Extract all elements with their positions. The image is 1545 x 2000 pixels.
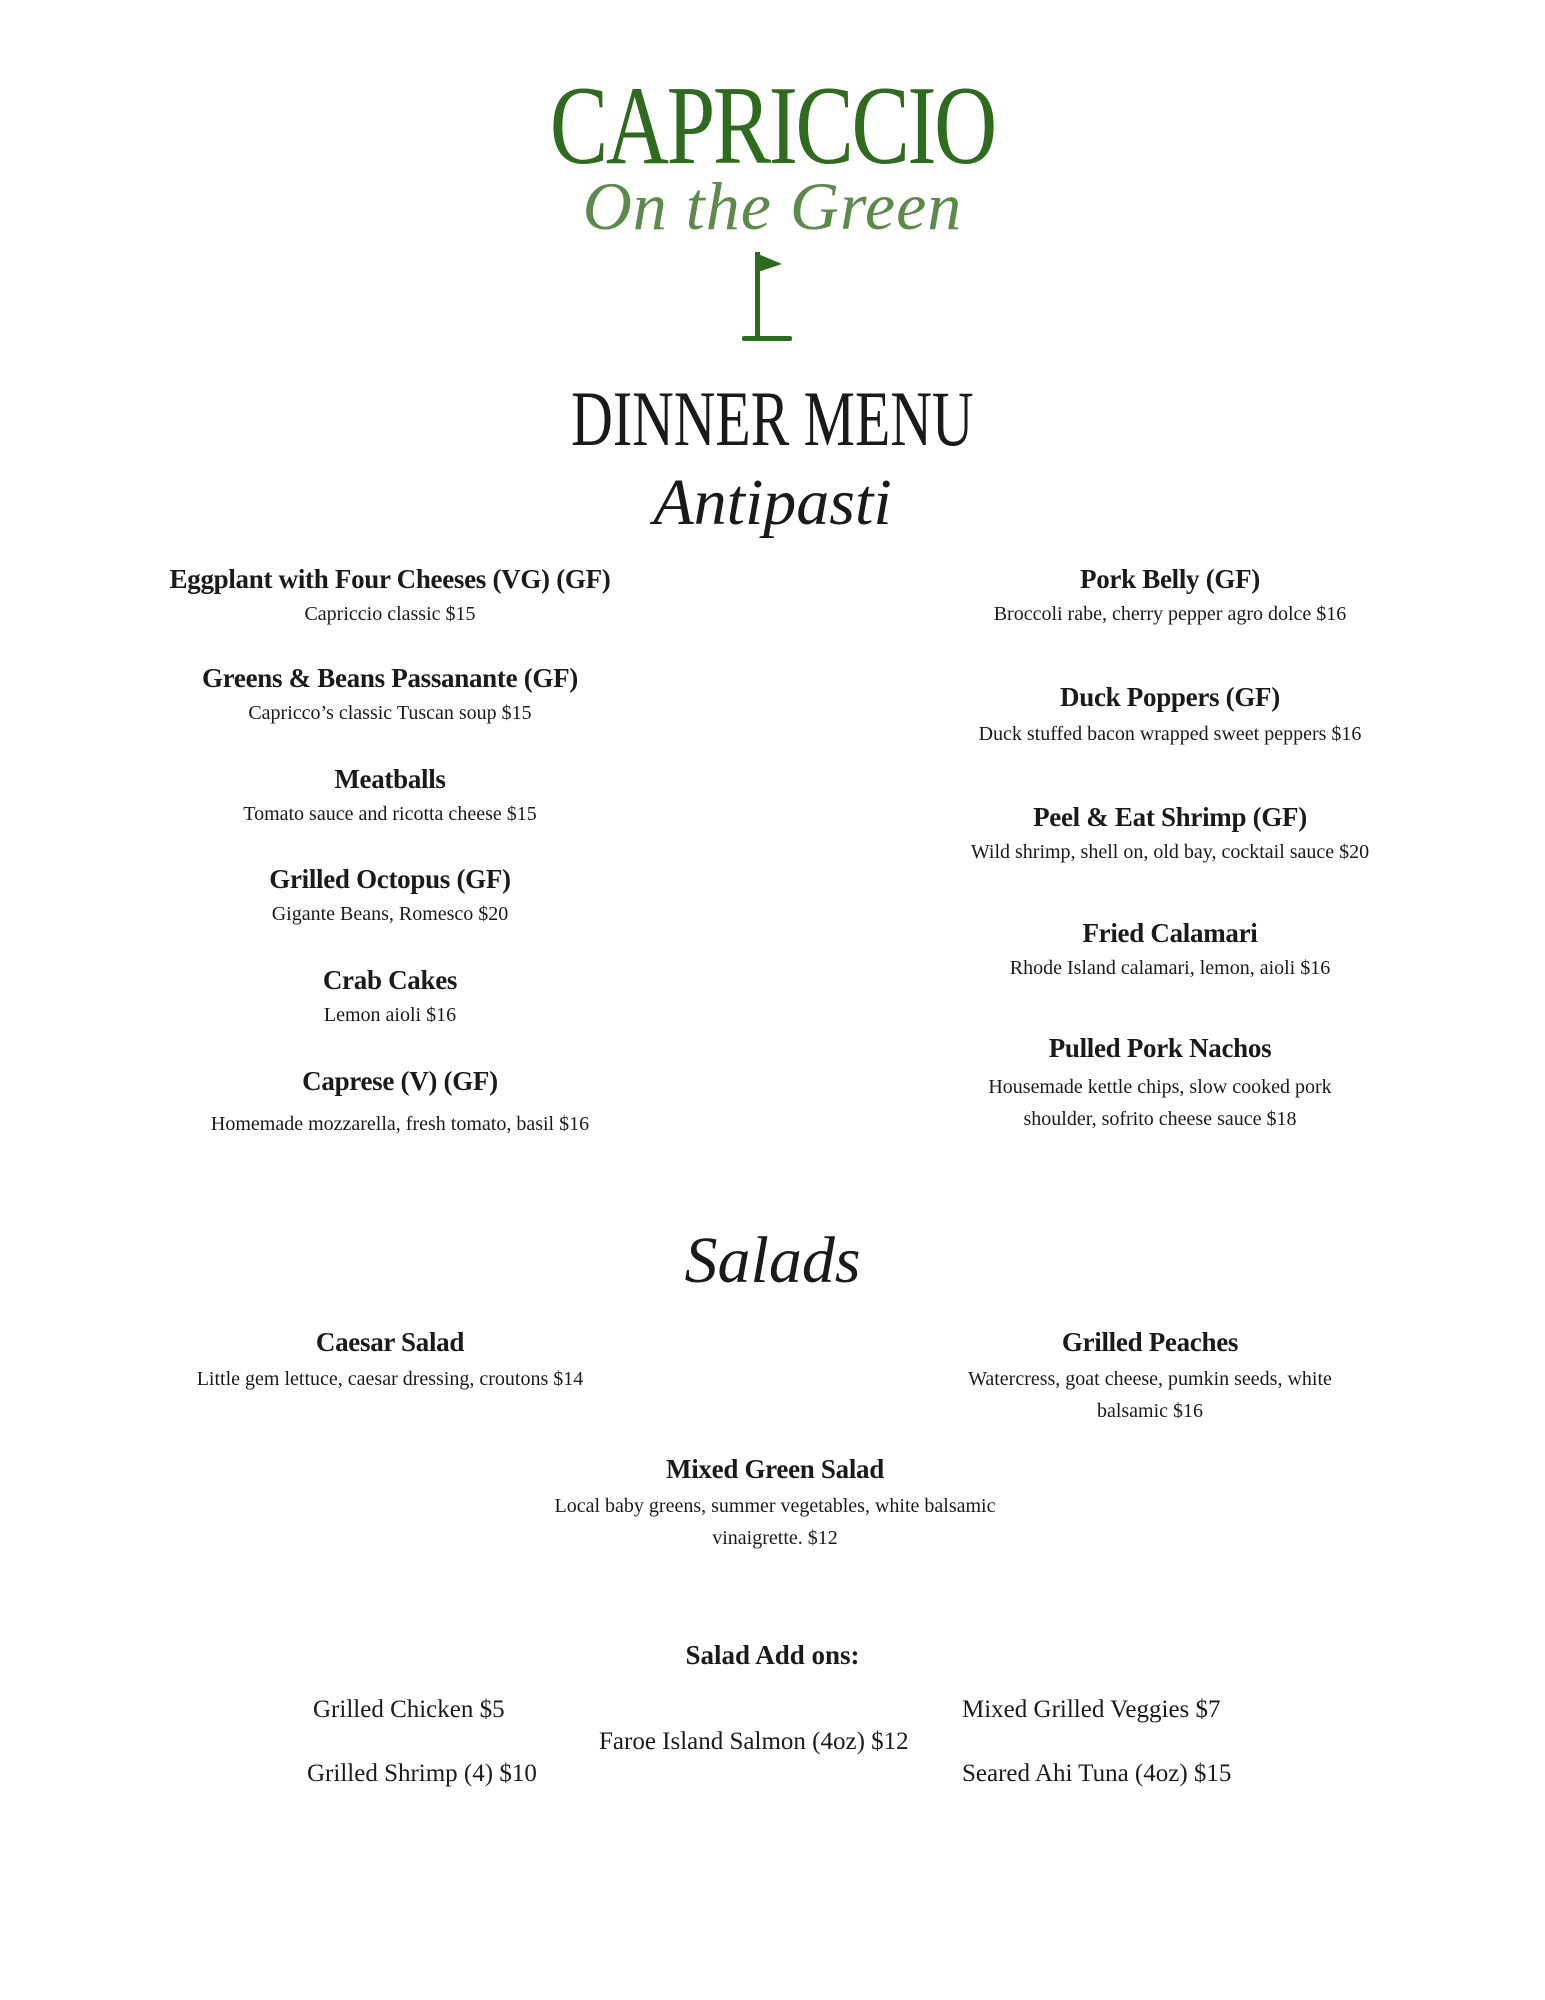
item-description: Local baby greens, summer vegetables, white balsamic vinaigrette. $12 (554, 1495, 996, 1549)
menu-item (150, 1325, 630, 1395)
item-description: Housemade kettle chips, slow cooked pork shoulder, sofrito cheese sauce $18 (988, 1076, 1332, 1130)
item-name: Grilled Peaches (1061, 1327, 1239, 1357)
menu-item (160, 661, 620, 729)
item-description: Broccoli rabe, cherry pepper agro dolce $16 (993, 603, 1347, 625)
menu-item (950, 1325, 1350, 1427)
menu-item (160, 963, 620, 1031)
item-name: Caesar Salad (315, 1327, 465, 1357)
menu-item (940, 680, 1400, 750)
menu-item (545, 1452, 1005, 1554)
item-description: Duck stuffed bacon wrapped sweet peppers $16 (978, 723, 1362, 745)
brand-tagline: On the Green (582, 168, 963, 244)
addon-item: Faroe Island Salmon (4oz) $12 (599, 1728, 909, 1755)
menu-item (940, 562, 1400, 630)
item-description: Watercress, goat cheese, pumkin seeds, white balsamic $16 (968, 1368, 1332, 1422)
item-name: Caprese (V) (GF) (302, 1066, 498, 1096)
item-description: Gigante Beans, Romesco $20 (271, 903, 509, 925)
item-name: Meatballs (334, 764, 446, 794)
item-description: Homemade mozzarella, fresh tomato, basil $16 (210, 1113, 590, 1135)
brand-name: CAPRICCIO (549, 64, 995, 188)
addon-item: Seared Ahi Tuna (4oz) $15 (962, 1760, 1232, 1787)
item-description: Little gem lettuce, caesar dressing, croutons $14 (196, 1368, 584, 1390)
item-name: Pulled Pork Nachos (1048, 1033, 1272, 1063)
item-description: Capricco’s classic Tuscan soup $15 (248, 702, 532, 724)
item-name: Crab Cakes (322, 965, 458, 995)
menu-item (940, 916, 1400, 984)
item-name: Duck Poppers (GF) (1060, 682, 1280, 712)
menu-item (970, 1031, 1350, 1135)
menu-item (160, 562, 620, 630)
item-description: Lemon aioli $16 (323, 1004, 457, 1026)
item-name: Mixed Green Salad (666, 1454, 884, 1484)
item-name: Eggplant with Four Cheeses (VG) (GF) (169, 564, 611, 594)
item-description: Capriccio classic $15 (304, 603, 476, 625)
menu-title: DINNER MENU (571, 375, 974, 462)
item-name: Peel & Eat Shrimp (GF) (1033, 802, 1307, 832)
menu-item (160, 862, 620, 930)
item-description: Rhode Island calamari, lemon, aioli $16 (1009, 957, 1331, 979)
item-description: Tomato sauce and ricotta cheese $15 (243, 803, 537, 825)
addon-item: Mixed Grilled Veggies $7 (962, 1696, 1221, 1723)
section-title-antipasti: Antipasti (653, 466, 892, 539)
golf-flag-icon (740, 250, 796, 346)
item-description: Wild shrimp, shell on, old bay, cocktail sauce $20 (970, 841, 1370, 863)
item-name: Pork Belly (GF) (1080, 564, 1260, 594)
menu-item (940, 800, 1400, 868)
item-name: Greens & Beans Passanante (GF) (202, 663, 578, 693)
menu-item (160, 1064, 640, 1140)
item-name: Fried Calamari (1082, 918, 1258, 948)
addon-item: Grilled Chicken $5 (313, 1696, 505, 1723)
addon-item: Grilled Shrimp (4) $10 (307, 1760, 537, 1787)
addons-title: Salad Add ons: (685, 1640, 860, 1670)
item-name: Grilled Octopus (GF) (269, 864, 511, 894)
menu-item (160, 762, 620, 830)
section-title-salads: Salads (684, 1224, 861, 1297)
